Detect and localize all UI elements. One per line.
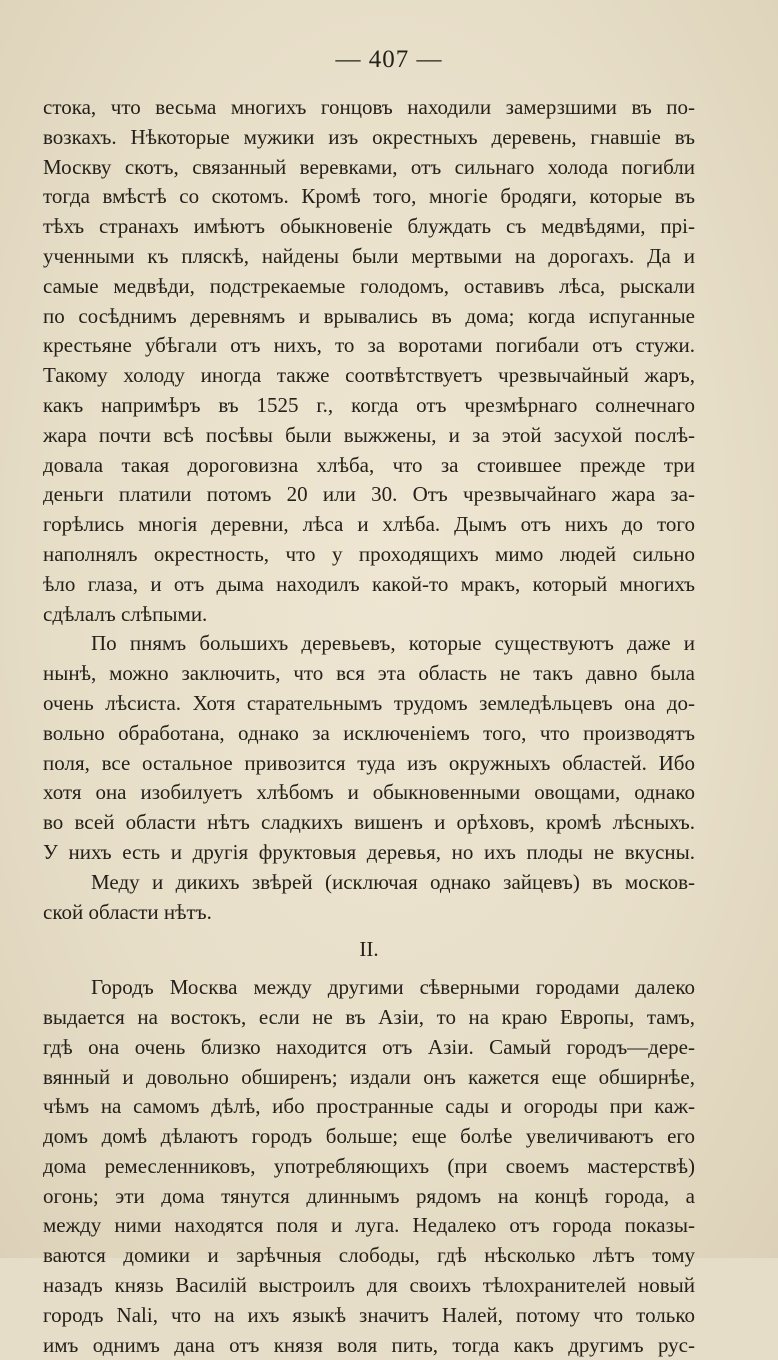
text-line: вянный и довольно обширенъ; издали онъ кажется еще обширнѣе, [43, 1064, 695, 1089]
text-line: городъ Nali, что на ихъ языкѣ значитъ Налей, потому что только [43, 1302, 695, 1327]
text-line: Городъ Москва между другими сѣверными городами далеко [91, 975, 695, 1000]
text-line: довала такая дороговизна хлѣба, что за стоившее прежде три [43, 452, 695, 477]
text-line: гдѣ она очень близко находится отъ Азіи. Самый городъ—дере- [43, 1034, 695, 1059]
text-line: самые медвѣди, подстрекаемые голодомъ, оставивъ лѣса, рыскали [43, 273, 695, 298]
text-line: домъ домѣ дѣлаютъ городъ больше; еще болѣе увеличиваютъ его [43, 1124, 695, 1149]
text-line: огонь; эти дома тянутся длиннымъ рядомъ на концѣ города, а [43, 1183, 695, 1208]
text-line: какъ напримѣръ въ 1525 г., когда отъ чрезмѣрнаго солнечнаго [43, 392, 695, 417]
text-line: сдѣлалъ слѣпыми. [43, 601, 208, 626]
paragraph [43, 868, 695, 928]
text-line: возкахъ. Нѣкоторые мужики изъ окрестныхъ деревень, гнавшіе въ [43, 124, 695, 149]
text-line: выдается на востокъ, если не въ Азіи, то на краю Европы, тамъ, [43, 1004, 695, 1029]
text-line: Москву скотъ, связанный веревками, отъ сильнаго холода погибли [43, 154, 695, 179]
text-line: Меду и дикихъ звѣрей (исключая однако зайцевъ) въ москов- [91, 869, 695, 894]
text-line: наполнялъ окрестность, что у проходящихъ мимо людей сильно [43, 541, 695, 566]
text-line: ской области нѣтъ. [43, 899, 212, 924]
spacer [43, 927, 695, 935]
paragraph [43, 973, 695, 1360]
text-line: поля, все остальное привозится туда изъ окружныхъ областей. Ибо [43, 750, 695, 775]
text-line: Такому холоду иногда также соотвѣтствуетъ чрезвычайный жаръ, [43, 363, 695, 388]
text-line: ученными къ пляскѣ, найдены были мертвыми на дорогахъ. Да и [43, 243, 695, 268]
text-line: У нихъ есть и другія фруктовыя деревья, но ихъ плоды не вкусны. [43, 839, 695, 864]
text-line: очень лѣсиста. Хотя старательнымъ трудомъ земледѣльцевъ она до- [43, 690, 695, 715]
text-line: ваются домики и зарѣчныя слободы, гдѣ нѣсколько лѣтъ тому [43, 1243, 695, 1268]
text-line: нынѣ, можно заключить, что вся эта область не такъ давно была [43, 661, 695, 686]
text-line: между ними находятся поля и луга. Недалеко отъ города показы- [43, 1213, 695, 1238]
text-line: По пнямъ большихъ деревьевъ, которые существуютъ даже и [91, 631, 695, 656]
text-line: тѣхъ странахъ имѣютъ обыкновеніе блуждать съ медвѣдями, прі- [43, 214, 695, 239]
page-number: — 407 — [335, 46, 443, 73]
text-line: горѣлись многія деревни, лѣса и хлѣба. Дымъ отъ нихъ до того [43, 512, 695, 537]
text-line: стока, что весьма многихъ гонцовъ находили замерзшими въ по- [43, 95, 695, 119]
spacer [43, 965, 695, 973]
text-line: во всей области нѣтъ сладкихъ вишенъ и орѣховъ, кромѣ лѣсныхъ. [43, 810, 695, 835]
text-line: по сосѣднимъ деревнямъ и врывались въ дома; когда испуганные [43, 303, 695, 328]
text-line: дома ремесленниковъ, употребляющихъ (при своемъ мастерствѣ) [43, 1153, 695, 1178]
text-line: ѣло глаза, и отъ дыма находилъ какой-то мракъ, который многихъ [43, 571, 695, 596]
text-line: крестьяне убѣгали отъ нихъ, то за воротами погибали отъ стужи. [43, 333, 695, 358]
text-line: имъ однимъ дана отъ князя воля пить, тогда какъ другимъ рус- [43, 1332, 695, 1357]
text-block [43, 93, 695, 1360]
text-line: хотя она изобилуетъ хлѣбомъ и обыкновенными овощами, однако [43, 780, 695, 805]
text-line: вольно обработана, однако за исключеніемъ того, что производятъ [43, 720, 695, 745]
text-line: тогда вмѣстѣ со скотомъ. Кромѣ того, многіе бродяги, которые въ [43, 184, 695, 209]
text-line: жара почти всѣ посѣвы были выжжены, и за этой засухой послѣ- [43, 422, 695, 447]
section-heading: II. [359, 937, 379, 962]
text-line: деньги платили потомъ 20 или 30. Отъ чрезвычайнаго жара за- [43, 482, 695, 507]
paragraph [43, 629, 695, 867]
paragraph [43, 93, 695, 629]
text-line: назадъ князь Василій выстроилъ для своихъ тѣлохранителей новый [43, 1273, 695, 1298]
text-line: чѣмъ на самомъ дѣлѣ, ибо пространные сады и огороды при каж- [43, 1094, 695, 1119]
